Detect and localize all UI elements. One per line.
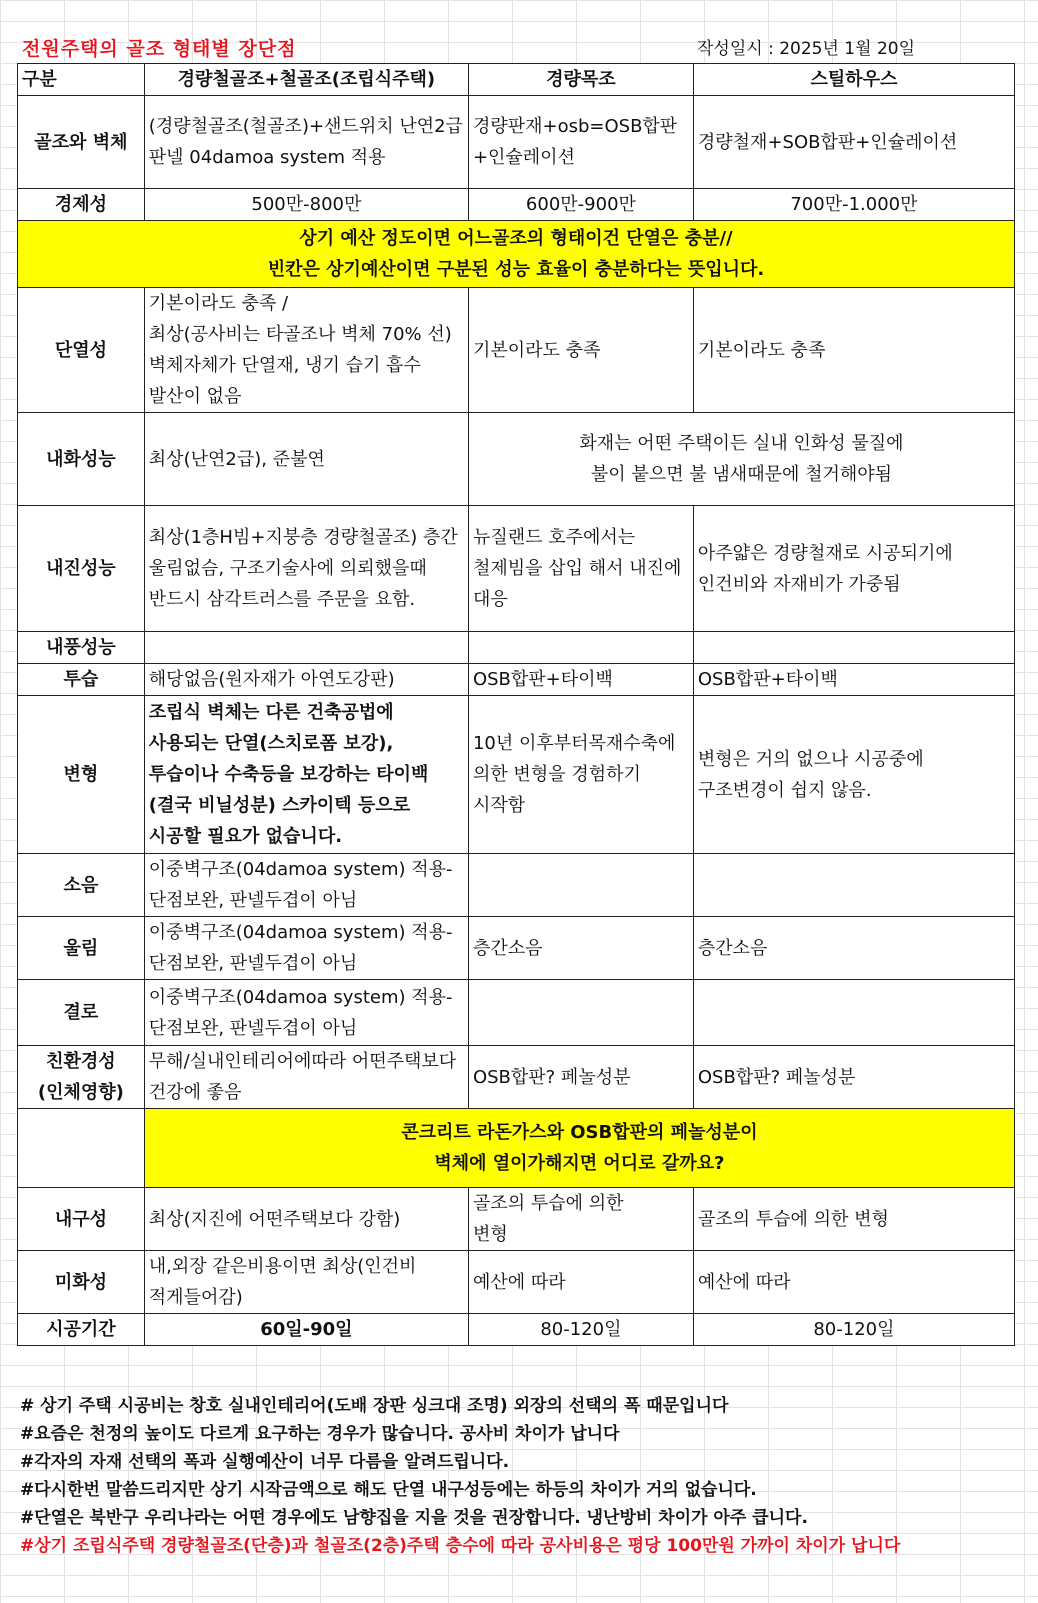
- cell-noise-steelhouse: [693, 854, 1014, 917]
- cell-beauty-wood: 예산에 따라: [468, 1251, 693, 1314]
- footnote-cost-reason: # 상기 주택 시공비는 창호 실내인테리어(도배 장판 싱크대 조명) 외장의 선택의 폭 때문입니다: [20, 1396, 729, 1416]
- row-label-insulation: 단열성: [18, 288, 145, 413]
- cell-period-steel: 60일-90일: [144, 1314, 468, 1346]
- page-title: 전원주택의 골조 형태별 장단점: [22, 38, 297, 60]
- date-label: 작성일시 : 2025년 1월 20일: [697, 39, 916, 59]
- cell-wind-wood: [468, 632, 693, 664]
- table-row-eco: [18, 1046, 1015, 1109]
- cell-quake-steel: 최상(1층H빔+지붕층 경량철골조) 층간 울림없슴, 구조기술사에 의뢰했을때 반드시 삼각트러스를 주문을 요함.: [144, 506, 468, 632]
- cell-deform-steelhouse: 변형은 거의 없으나 시공중에 구조변경이 쉽지 않음.: [693, 696, 1014, 854]
- cell-durability-steel: 최상(지진에 어떤주택보다 강함): [144, 1188, 468, 1251]
- table-row-deform: [18, 696, 1015, 854]
- table-row-economy: [18, 189, 1015, 221]
- cell-wind-steelhouse: [693, 632, 1014, 664]
- row-label-condense: 결로: [18, 980, 145, 1046]
- cell-condense-wood: [468, 980, 693, 1046]
- cell-moisture-steelhouse: OSB합판+타이백: [693, 664, 1014, 696]
- cell-durability-wood: 골조의 투습에 의한 변형: [468, 1188, 693, 1251]
- comparison-table: [17, 63, 1015, 1346]
- footnote-ceiling-height: #요즘은 천정의 높이도 다르게 요구하는 경우가 많습니다. 공사비 차이가 납니다: [20, 1424, 620, 1444]
- cell-beauty-steelhouse: 예산에 따라: [693, 1251, 1014, 1314]
- cell-economy-steelhouse: 700만-1.000만: [693, 189, 1014, 221]
- row-label-beauty: 미화성: [18, 1251, 145, 1314]
- row-label-deform: 변형: [18, 696, 145, 854]
- header-light-wood: 경량목조: [468, 64, 693, 96]
- cell-economy-wood: 600만-900만: [468, 189, 693, 221]
- row-label-frame: 골조와 벽체: [18, 96, 145, 189]
- cell-moisture-wood: OSB합판+타이백: [468, 664, 693, 696]
- header-category: 구분: [18, 64, 145, 96]
- cell-condense-steelhouse: [693, 980, 1014, 1046]
- cell-frame-steel: (경량철골조(철골조)+샌드위치 난연2급 판넬 04damoa system 적용: [144, 96, 468, 189]
- row-label-wind: 내풍성능: [18, 632, 145, 664]
- table-row-beauty: [18, 1251, 1015, 1314]
- cell-insulation-steelhouse: 기본이라도 충족: [693, 288, 1014, 413]
- cell-quake-steelhouse: 아주얇은 경량철재로 시공되기에 인건비와 자재비가 가중됨: [693, 506, 1014, 632]
- cell-noise-wood: [468, 854, 693, 917]
- cell-beauty-steel: 내,외장 같은비용이면 최상(인건비 적게들어감): [144, 1251, 468, 1314]
- footnote-no-difference: #다시한번 말씀드리지만 상기 시작금액으로 해도 단열 내구성등에는 하등의 차이가 거의 없습니다.: [20, 1480, 757, 1500]
- cell-eco-wood: OSB합판? 페놀성분: [468, 1046, 693, 1109]
- banner-radon-note: 콘크리트 라돈가스와 OSB합판의 페놀성분이 벽체에 열이가해지면 어디로 갈까요?: [144, 1109, 1014, 1188]
- table-row-insulation: [18, 288, 1015, 413]
- row-label-eco: 친환경성 (인체영향): [18, 1046, 145, 1109]
- banner-budget-note: 상기 예산 정도이면 어느골조의 형태이건 단열은 충분// 빈칸은 상기예산이면 구분된 성능 효율이 충분하다는 뜻입니다.: [18, 221, 1015, 288]
- table-row-wind: [18, 632, 1015, 664]
- cell-echo-steelhouse: 층간소음: [693, 917, 1014, 980]
- table-row-period: [18, 1314, 1015, 1346]
- cell-insulation-steel: 기본이라도 충족 / 최상(공사비는 타골조나 벽체 70% 선) 벽체자체가 단열재, 냉기 습기 흡수 발산이 없음: [144, 288, 468, 413]
- cell-condense-steel: 이중벽구조(04damoa system) 적용-단점보완, 판넬두겹이 아님: [144, 980, 468, 1046]
- row-label-economy: 경제성: [18, 189, 145, 221]
- footnote-material-choice: #각자의 자재 선택의 폭과 실행예산이 너무 다름을 알려드립니다.: [20, 1452, 510, 1472]
- banner-radon-spacer: [18, 1109, 145, 1188]
- footnote-south-facing: #단열은 북반구 우리나라는 어떤 경우에도 남향집을 지을 것을 권장합니다. 냉난방비 차이가 아주 큽니다.: [20, 1508, 808, 1528]
- table-row-header: [18, 64, 1015, 96]
- row-label-moisture: 투습: [18, 664, 145, 696]
- cell-echo-steel: 이중벽구조(04damoa system) 적용-단점보완, 판넬두겹이 아님: [144, 917, 468, 980]
- cell-deform-wood: 10년 이후부터목재수축에 의한 변형을 경험하기 시작함: [468, 696, 693, 854]
- cell-frame-wood: 경량판재+osb=OSB합판+인슐레이션: [468, 96, 693, 189]
- cell-eco-steel: 무해/실내인테리어에따라 어떤주택보다 건강에 좋음: [144, 1046, 468, 1109]
- cell-eco-steelhouse: OSB합판? 페놀성분: [693, 1046, 1014, 1109]
- table-row-frame: [18, 96, 1015, 189]
- cell-quake-wood: 뉴질랜드 호주에서는 철제빔을 삽입 해서 내진에 대응: [468, 506, 693, 632]
- cell-economy-steel: 500만-800만: [144, 189, 468, 221]
- cell-period-wood: 80-120일: [468, 1314, 693, 1346]
- cell-frame-steelhouse: 경량철재+SOB합판+인슐레이션: [693, 96, 1014, 189]
- row-label-period: 시공기간: [18, 1314, 145, 1346]
- table-row-banner-radon: [18, 1109, 1015, 1188]
- table-row-noise: [18, 854, 1015, 917]
- cell-fire-steel: 최상(난연2급), 준불연: [144, 413, 468, 506]
- row-label-noise: 소음: [18, 854, 145, 917]
- row-label-durability: 내구성: [18, 1188, 145, 1251]
- row-label-quake: 내진성능: [18, 506, 145, 632]
- table-row-echo: [18, 917, 1015, 980]
- table-row-moisture: [18, 664, 1015, 696]
- cell-noise-steel: 이중벽구조(04damoa system) 적용-단점보완, 판넬두겹이 아님: [144, 854, 468, 917]
- footnote-floor-cost: #상기 조립식주택 경량철골조(단층)과 철골조(2층)주택 층수에 따라 공사비용은 평당 100만원 가까이 차이가 납니다: [20, 1536, 901, 1556]
- table-row-durability: [18, 1188, 1015, 1251]
- footnotes: [20, 1392, 1020, 1560]
- cell-deform-steel: 조립식 벽체는 다른 건축공법에 사용되는 단열(스치로폼 보강), 투습이나 수축등을 보강하는 타이백(결국 비닐성분) 스카이텍 등으로 시공할 필요가 없습니다.: [144, 696, 468, 854]
- cell-echo-wood: 층간소음: [468, 917, 693, 980]
- table-row-banner-budget: [18, 221, 1015, 288]
- cell-wind-steel: [144, 632, 468, 664]
- row-label-fire: 내화성능: [18, 413, 145, 506]
- table-row-condense: [18, 980, 1015, 1046]
- table-row-quake: [18, 506, 1015, 632]
- cell-moisture-steel: 해당없음(원자재가 아연도강판): [144, 664, 468, 696]
- cell-durability-steelhouse: 골조의 투습에 의한 변형: [693, 1188, 1014, 1251]
- row-label-echo: 울림: [18, 917, 145, 980]
- header-steel-house: 스틸하우스: [693, 64, 1014, 96]
- cell-period-steelhouse: 80-120일: [693, 1314, 1014, 1346]
- header-steel-frame: 경량철골조+철골조(조립식주택): [144, 64, 468, 96]
- cell-fire-shared-note: 화재는 어떤 주택이든 실내 인화성 물질에 불이 붙으면 불 냄새때문에 철거해야됨: [468, 413, 1014, 506]
- cell-insulation-wood: 기본이라도 충족: [468, 288, 693, 413]
- table-row-fire: [18, 413, 1015, 506]
